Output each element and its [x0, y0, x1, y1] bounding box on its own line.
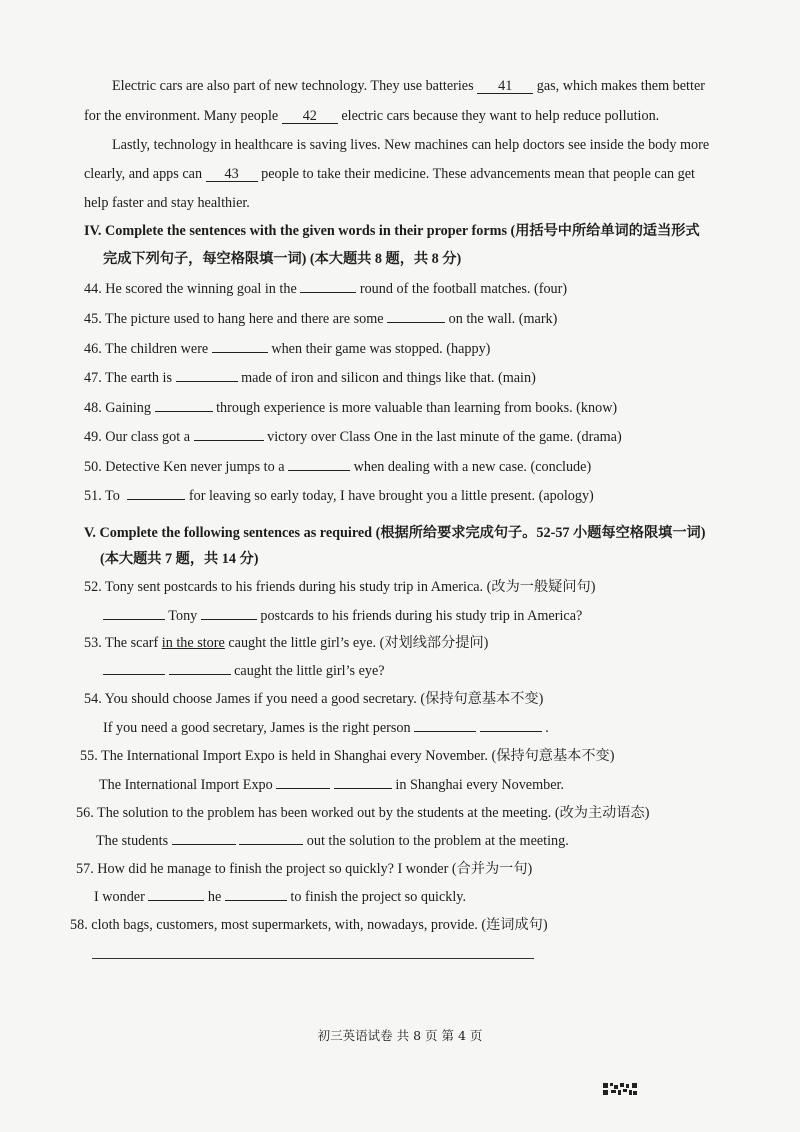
answer-line-52: Tony postcards to his friends during his study trip in America? [103, 607, 582, 625]
question-54: 54. You should choose James if you need a good secretary. (保持句意基本不变) [84, 691, 544, 707]
passage-line [84, 165, 695, 183]
answer-blank-49[interactable] [194, 440, 264, 441]
passage-line [84, 107, 659, 125]
answer-blank-54b[interactable] [480, 731, 542, 732]
question-53: 53. The scarf in the store caught the little girl’s eye. (对划线部分提问) [84, 635, 489, 651]
section-5-heading: V. Complete the following sentences as required (根据所给要求完成句子。52-57 小题每空格限填一词) [84, 525, 706, 541]
passage-line: Lastly, technology in healthcare is saving lives. New machines can help doctors see inside the body more [112, 137, 710, 153]
answer-blank-42[interactable]: 42 [282, 109, 338, 124]
section-5-heading-cont: (本大题共 7 题，共 14 分) [100, 551, 259, 567]
answer-line-57: I wonder he to finish the project so quickly. [94, 889, 467, 905]
answer-blank-55a[interactable] [276, 788, 330, 789]
question-50: 50. Detective Ken never jumps to a when dealing with a new case. (conclude) [84, 459, 592, 475]
answer-blank-52b[interactable] [201, 619, 257, 620]
answer-line-56: The students out the solution to the problem at the meeting. [96, 833, 569, 849]
passage-text: electric cars because they want to help reduce pollution. [341, 108, 660, 124]
question-49: 49. Our class got a victory over Class One in the last minute of the game. (drama) [84, 429, 622, 445]
passage-text: Electric cars are also part of new technology. They use batteries [112, 78, 474, 94]
question-44: 44. He scored the winning goal in the round of the football matches. (four) [84, 281, 568, 297]
section-4-heading-cont: 完成下列句子，每空格限填一词) (本大题共 8 题，共 8 分) [103, 251, 462, 267]
question-58: 58. cloth bags, customers, most supermarkets, with, nowadays, provide. (连词成句) [70, 917, 548, 933]
question-46: 46. The children were when their game was stopped. (happy) [84, 341, 491, 357]
question-48: 48. Gaining through experience is more valuable than learning from books. (know) [84, 400, 618, 416]
answer-blank-57b[interactable] [225, 900, 287, 901]
question-45: 45. The picture used to hang here and there are some on the wall. (mark) [84, 311, 558, 327]
answer-blank-51[interactable] [127, 499, 185, 500]
passage-text: for the environment. Many people [84, 108, 279, 124]
answer-line-53: caught the little girl’s eye? [103, 662, 385, 680]
passage-text: people to take their medicine. These advancements mean that people can get [261, 166, 695, 182]
answer-blank-44[interactable] [300, 292, 356, 293]
page-footer: 初三英语试卷 共 8 页 第 4 页 [317, 1028, 483, 1043]
answer-blank-56b[interactable] [239, 844, 303, 845]
answer-line-55: The International Import Expo in Shanghai every November. [99, 777, 565, 793]
answer-line-58[interactable] [92, 958, 534, 959]
answer-blank-41[interactable]: 41 [477, 79, 533, 94]
passage-line [112, 77, 705, 95]
question-57: 57. How did he manage to finish the project so quickly? I wonder (合并为一句) [76, 861, 533, 877]
passage-text: gas, which makes them better [536, 78, 705, 94]
question-52: 52. Tony sent postcards to his friends during his study trip in America. (改为一般疑问句) [84, 579, 596, 595]
answer-blank-53b[interactable] [169, 674, 231, 675]
answer-line-54: If you need a good secretary, James is the right person . [103, 720, 549, 736]
passage-line: help faster and stay healthier. [84, 195, 250, 211]
answer-blank-54a[interactable] [414, 731, 476, 732]
answer-blank-53a[interactable] [103, 674, 165, 675]
answer-blank-47[interactable] [176, 381, 238, 382]
question-51: 51. To for leaving so early today, I have brought you a little present. (apology) [84, 488, 594, 504]
section-4-heading: IV. Complete the sentences with the given words in their proper forms (用括号中所给单词的适当形式 [84, 223, 700, 239]
underlined-phrase: in the store [161, 635, 225, 651]
answer-blank-57a[interactable] [148, 900, 204, 901]
answer-blank-43[interactable]: 43 [206, 167, 258, 182]
qr-code-icon [603, 1083, 637, 1095]
answer-blank-52a[interactable] [103, 619, 165, 620]
answer-blank-45[interactable] [387, 322, 445, 323]
answer-blank-48[interactable] [155, 411, 213, 412]
passage-text: clearly, and apps can [84, 166, 203, 182]
answer-blank-56a[interactable] [172, 844, 236, 845]
answer-blank-55b[interactable] [334, 788, 392, 789]
question-55: 55. The International Import Expo is held in Shanghai every November. (保持句意基本不变) [80, 748, 615, 764]
question-47: 47. The earth is made of iron and silicon and things like that. (main) [84, 370, 536, 386]
question-56: 56. The solution to the problem has been worked out by the students at the meeting. (改为主动语态) [76, 805, 650, 821]
answer-blank-50[interactable] [288, 470, 350, 471]
answer-blank-46[interactable] [212, 352, 268, 353]
